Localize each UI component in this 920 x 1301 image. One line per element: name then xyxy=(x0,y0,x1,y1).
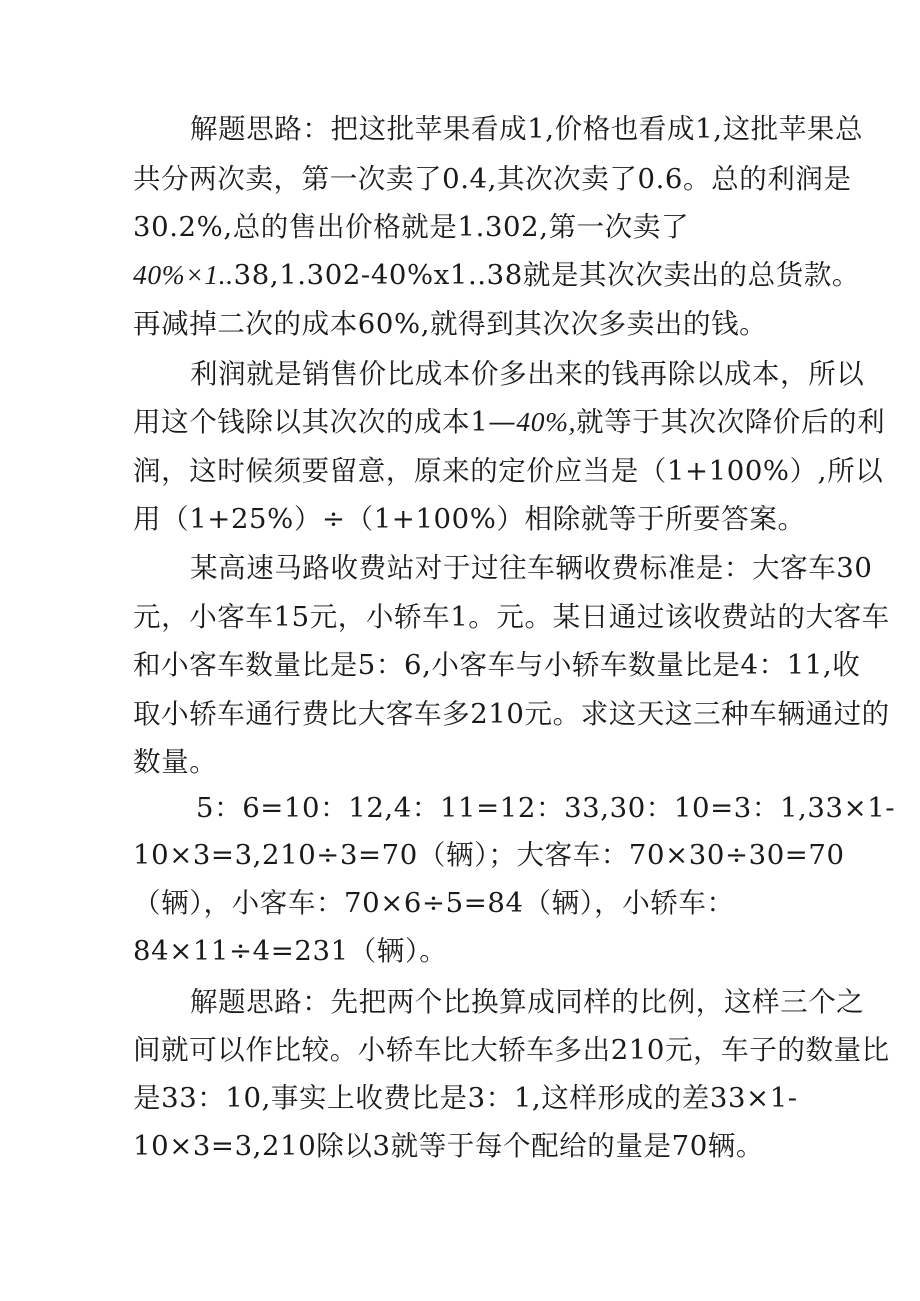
paragraph-3-line-1: 某高速马路收费站对于过往车辆收费标准是：大客车30 xyxy=(190,552,873,584)
paragraph-2-line-1: 利润就是销售价比成本价多出来的钱再除以成本，所以 xyxy=(190,358,865,390)
italic-expression: 40%, xyxy=(516,406,577,437)
paragraph-2-line-4: 用（1+25%）÷（1+100%）相除就等于所要答案。 xyxy=(133,503,806,535)
paragraph-5-line-1: 解题思路：先把两个比换算成同样的比例，这样三个之 xyxy=(190,986,865,1018)
paragraph-1-line-5: 再减掉二次的成本60%,就得到其次次多卖出的钱。 xyxy=(133,308,768,340)
paragraph-4-line-3: （辆），小客车：70×6÷5=84（辆），小轿车： xyxy=(133,887,735,919)
paragraph-3-line-2: 元，小客车15元，小轿车1。元。某日通过该收费站的大客车 xyxy=(133,601,890,633)
line-text: 用这个钱除以其次次的成本1— xyxy=(133,406,517,438)
line-text: 就等于其次次降价后的利 xyxy=(576,406,886,438)
paragraph-3-line-4: 取小轿车通行费比大客车多210元。求这天这三种车辆通过的 xyxy=(133,698,890,730)
paragraph-1-line-4 xyxy=(133,258,860,292)
paragraph-5-line-4: 10×3=3,210除以3就等于每个配给的量是70辆。 xyxy=(133,1130,764,1162)
paragraph-5-line-3: 是33：10,事实上收费比是3：1,这样形成的差33×1- xyxy=(133,1082,798,1114)
paragraph-4-line-2: 10×3=3,210÷3=70（辆）；大客车：70×30÷30=70 xyxy=(133,839,845,871)
paragraph-1-line-3: 30.2%,总的售出价格就是1.302,第一次卖了 xyxy=(133,211,690,243)
paragraph-1-line-2: 共分两次卖，第一次卖了0.4,其次次卖了0.6。总的利润是 xyxy=(133,163,852,195)
paragraph-4-line-1: 5：6=10：12,4：11=12：33,30：10=3：1,33×1- xyxy=(196,792,896,824)
paragraph-5-line-2: 间就可以作比较。小轿车比大轿车多出210元，车子的数量比 xyxy=(133,1034,890,1066)
paragraph-2-line-2 xyxy=(133,405,885,439)
paragraph-3-line-3: 和小客车数量比是5：6,小客车与小轿车数量比是4：11,收 xyxy=(133,649,861,681)
paragraph-4-line-4: 84×11÷4=231（辆）。 xyxy=(133,935,448,967)
italic-expression: 40%×1.. xyxy=(133,259,234,290)
paragraph-2-line-3: 润，这时候须要留意，原来的定价应当是（1+100%）,所以 xyxy=(133,455,884,487)
paragraph-1-line-1: 解题思路：把这批苹果看成1,价格也看成1,这批苹果总 xyxy=(190,113,864,145)
paragraph-3-line-5: 数量。 xyxy=(133,746,218,778)
line-text: 38,1.302-40%x1..38就是其次次卖出的总货款。 xyxy=(233,259,861,291)
